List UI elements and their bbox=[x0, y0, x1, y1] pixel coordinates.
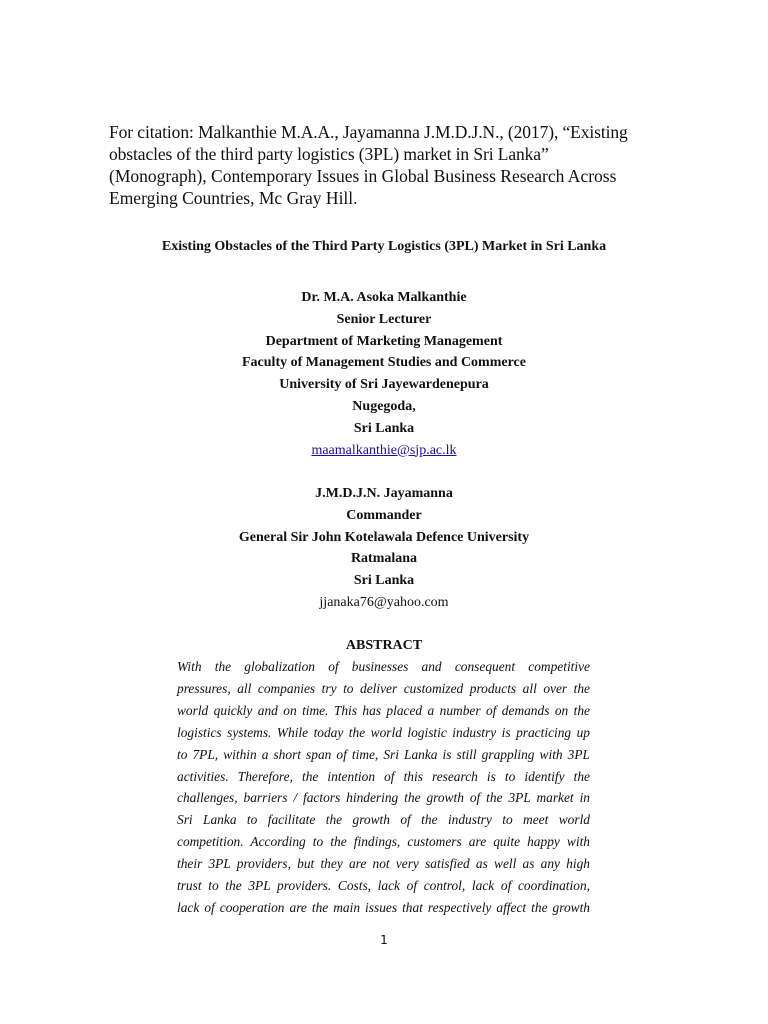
abstract-line: logistics systems. While today the world logistic industry is practicing up bbox=[177, 724, 590, 740]
author-city: Nugegoda, bbox=[352, 398, 416, 414]
author-university: University of Sri Jayewardenepura bbox=[279, 377, 489, 393]
page-number: 1 bbox=[380, 933, 388, 947]
author-block-2 bbox=[0, 483, 768, 614]
author-position: Senior Lecturer bbox=[336, 311, 432, 327]
abstract-heading: ABSTRACT bbox=[345, 638, 423, 653]
author-country: Sri Lanka bbox=[353, 420, 415, 436]
author-position: Commander bbox=[346, 507, 422, 523]
abstract-line: lack of cooperation are the main issues that respectively affect the growth bbox=[177, 899, 590, 915]
abstract-line: their 3PL providers, but they are not very satisfied as well as any high bbox=[177, 856, 590, 872]
author-university: General Sir John Kotelawala Defence University bbox=[238, 529, 530, 545]
citation-reference: For citation: Malkanthie M.A.A., Jayamanna J.M.D.J.N., (2017), “Existing obstacles of the third party logistics (3PL) market in Sri Lanka” bbox=[109, 122, 628, 164]
abstract-line: challenges, barriers / factors hindering the growth of the 3PL market in bbox=[177, 790, 590, 806]
author-email: jjanaka76@yahoo.com bbox=[319, 594, 449, 610]
abstract-line: activities. Therefore, the intention of this research is to identify the bbox=[177, 768, 590, 784]
abstract-line: trust to the 3PL providers. Costs, lack of control, lack of coordination, bbox=[177, 878, 590, 894]
author-email-line bbox=[0, 440, 768, 462]
author-block-1 bbox=[0, 287, 768, 461]
abstract-line: Sri Lanka to facilitate the growth of the industry to meet world bbox=[177, 812, 590, 828]
abstract-body bbox=[177, 656, 590, 919]
author-country: Sri Lanka bbox=[353, 573, 415, 589]
author-name: Dr. M.A. Asoka Malkanthie bbox=[301, 290, 467, 305]
paper-title: Existing Obstacles of the Third Party Logistics (3PL) Market in Sri Lanka bbox=[161, 239, 607, 254]
author-city: Ratmalana bbox=[350, 551, 418, 567]
author-name: J.M.D.J.N. Jayamanna bbox=[315, 486, 453, 501]
abstract-line: pressures, all companies try to deliver customized products all over the bbox=[177, 680, 590, 696]
citation-source: (Monograph), Contemporary Issues in Global Business Research Across Emerging Countries, Mc Gray Hill. bbox=[109, 166, 617, 208]
abstract-line: to 7PL, within a short span of time, Sri Lanka is still grappling with 3PL bbox=[177, 746, 590, 762]
author-department: Department of Marketing Management bbox=[265, 333, 503, 349]
abstract-line: world quickly and on time. This has placed a number of demands on the bbox=[177, 702, 590, 718]
author-faculty: Faculty of Management Studies and Commerce bbox=[242, 355, 526, 371]
abstract-line: competition. According to the findings, customers are quite happy with bbox=[177, 834, 590, 850]
abstract-line: With the globalization of businesses and consequent competitive bbox=[177, 659, 590, 674]
author-email-link[interactable]: maamalkanthie@sjp.ac.lk bbox=[311, 442, 457, 458]
citation-paragraph bbox=[109, 121, 649, 209]
